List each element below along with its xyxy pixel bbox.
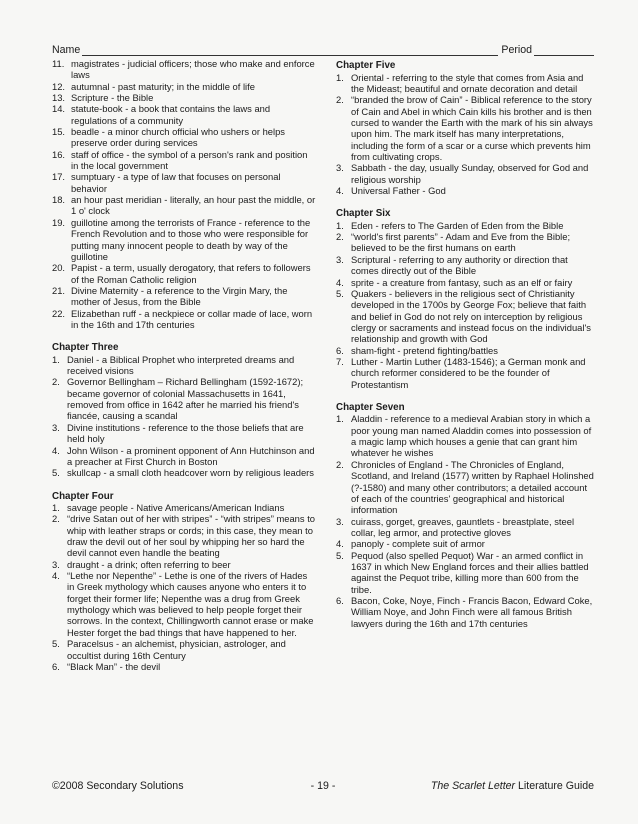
list-item [52, 58, 316, 81]
list-item [336, 345, 594, 356]
item-text: statute-book - a book that contains the laws and regulations of a community [71, 103, 271, 126]
item-number: 19. [52, 216, 66, 228]
list-item [336, 550, 594, 595]
list-item [52, 126, 316, 149]
item-text: guillotine among the terrorists of France - reference to the French Revolution and to those who were responsible for putting many innocent people to death by way of the guillotine [71, 216, 311, 262]
list-item [52, 513, 316, 558]
chapter-three-list [52, 354, 316, 479]
item-text: sprite - a creature from fantasy, such as an elf or fairy [351, 276, 573, 288]
chapter-six-list [336, 220, 594, 390]
item-text: “world's first parents” - Adam and Eve from the Bible; believed to be the first humans on earth [351, 231, 571, 254]
item-number: 3. [52, 558, 60, 570]
list-item [52, 445, 316, 468]
item-number: 1. [52, 502, 60, 514]
item-text: magistrates - judicial officers; those who make and enforce laws [71, 58, 315, 81]
item-text: sham-fight - pretend fighting/battles [351, 344, 498, 356]
item-number: 3. [336, 515, 344, 527]
chapter-five-heading: Chapter Five [336, 60, 396, 71]
item-number: 21. [52, 284, 66, 296]
item-text: “branded the brow of Cain” - Biblical reference to the story of Cain and Abel in which Cain kills his brother and is then cursed to wander the Earth with the mark of his sin always upon him. The mark itself has many interpretations, including the form of a scar or a curse which prevents him from cultivating crops. [351, 94, 593, 162]
item-text: Aladdin - reference to a medieval Arabian story in which a poor young man named Aladdin comes into possession of a magic lamp which houses a genie that can grant him whatever he wishes [351, 413, 592, 459]
item-number: 7. [336, 355, 344, 367]
item-number: 2. [52, 376, 60, 388]
item-number: 14. [52, 103, 66, 115]
list-item [52, 422, 316, 445]
list-item [336, 231, 594, 254]
list-item [52, 502, 316, 513]
item-number: 2. [336, 94, 344, 106]
item-number: 5. [52, 467, 60, 479]
list-item [336, 538, 594, 549]
item-text: draught - a drink; often referring to beer [67, 558, 231, 570]
item-text: Luther - Martin Luther (1483-1546); a German monk and church reformer considered to be the founder of Protestantism [351, 355, 586, 390]
chapter-four-list [52, 502, 316, 672]
copyright-text: ©2008 Secondary Solutions [52, 780, 184, 792]
list-item [52, 92, 316, 103]
item-text: Sabbath - the day, usually Sunday, observed for God and religious worship [351, 162, 589, 185]
chapter-three-heading: Chapter Three [52, 342, 119, 354]
item-number: 12. [52, 80, 66, 92]
item-number: 6. [336, 594, 344, 606]
item-text: Divine institutions - reference to the those beliefs that are held holy [67, 421, 304, 445]
right-column [336, 58, 594, 672]
name-blank-line [82, 45, 498, 56]
item-number: 2. [336, 231, 344, 243]
item-text: Elizabethan ruff - a neckpiece or collar made of lace, worn in the 16th and 17th centuries [71, 307, 313, 330]
item-number: 4. [336, 276, 344, 288]
item-text: Chronicles of England - The Chronicles of England, Scotland, and Ireland (1577) written by Raphael Holinshed (?-1580) and many other contributors; a detailed account of each of the countries' geographical and historical information [351, 458, 594, 516]
chapter-seven-list [336, 413, 594, 629]
list-item [52, 171, 316, 194]
item-text: Scripture - the Bible [71, 92, 154, 104]
item-text: Bacon, Coke, Noye, Finch - Francis Bacon, Edward Coke, William Noye, and John Finch were all famous British lawyers during the 16th and 17th centuries [351, 594, 593, 629]
item-text: John Wilson - a prominent opponent of Ann Hutchinson and a preacher at First Church in Boston [67, 444, 315, 467]
item-text: Governor Bellingham – Richard Bellingham (1592-1672); became governor of colonial Massachusetts in 1641, removed from office in 1642 after he married his friend's fiancée, causing a scandal [67, 376, 304, 422]
item-number: 3. [336, 253, 344, 265]
list-item [52, 467, 316, 478]
list-item [336, 459, 594, 516]
list-item [52, 559, 316, 570]
item-number: 16. [52, 148, 66, 160]
item-text: savage people - Native Americans/American Indians [67, 502, 285, 514]
item-text: skullcap - a small cloth headcover worn by religious leaders [67, 467, 314, 479]
item-number: 1. [52, 353, 60, 365]
list-item [52, 194, 316, 217]
list-item [336, 595, 594, 629]
page-header [52, 42, 594, 56]
chapter-four-heading: Chapter Four [52, 490, 114, 502]
item-number: 11. [52, 58, 65, 69]
item-number: 4. [52, 444, 60, 456]
period-label: Period [501, 44, 532, 56]
item-number: 1. [336, 71, 344, 83]
list-item [336, 220, 594, 231]
item-number: 5. [336, 287, 344, 299]
guide-label: Literature Guide [518, 780, 594, 792]
item-text: “drive Satan out of her with stripes” - “with stripes” means to whip with leather straps or cords; in this case, they mean to draw the devil out of her soul by whipping her so hard the devil cannot even handle the beating [67, 513, 316, 559]
left-column [52, 58, 316, 672]
list-item [52, 376, 316, 421]
item-text: sumptuary - a type of law that focuses on personal behavior [71, 171, 281, 194]
chapter-seven-heading: Chapter Seven [336, 401, 405, 413]
list-item [336, 516, 594, 539]
item-number: 15. [52, 126, 66, 138]
item-number: 13. [52, 92, 66, 104]
list-item [52, 354, 316, 377]
list-item [336, 277, 594, 288]
list-item [52, 661, 316, 672]
item-text: Scriptural - referring to any authority or direction that comes directly out of the Bible [351, 253, 568, 277]
book-title: The Scarlet Letter [430, 780, 516, 792]
item-number: 4. [52, 570, 60, 582]
list-item [52, 149, 316, 172]
item-text: “Lethe nor Nepenthe” - Lethe is one of the rivers of Hades in Greek mythology which causes anyone who enters it to forget their former life; Nepenthe was a drug from Greek mythology which was believed to help people forget their sorrows. In the context, Chillingworth cannot erase or make Hester forget the bad things that have happened to her. [67, 570, 314, 638]
list-item [52, 217, 316, 262]
item-text: Eden - refers to The Garden of Eden from the Bible [351, 219, 564, 231]
item-text: Universal Father - God [351, 184, 446, 196]
item-text: Quakers - believers in the religious sect of Christianity developed in the 1700s by George Fox; believe that faith and belief in God do not rely on interception by religious clergy or sacraments and instead focus on the individual's relationship and growth with God [351, 287, 591, 345]
item-number: 1. [336, 413, 344, 425]
list-item [52, 638, 316, 661]
item-text: an hour past meridian - literally, an hour past the middle, or 1 o' clock [71, 194, 316, 217]
item-number: 22. [52, 307, 66, 319]
list-item [336, 254, 594, 277]
item-text: “Black Man” - the devil [67, 660, 161, 672]
list-item [52, 570, 316, 638]
item-number: 2. [336, 458, 344, 470]
item-number: 6. [336, 344, 344, 356]
item-text: Divine Maternity - a reference to the Virgin Mary, the mother of Jesus, from the Bible [71, 284, 288, 308]
item-text: cuirass, gorget, greaves, gauntlets - breastplate, steel collar, leg armor, and protective gloves [351, 515, 575, 538]
item-number: 2. [52, 513, 60, 525]
page-number: - 19 - [310, 780, 336, 792]
list-item [336, 72, 594, 95]
list-item [52, 262, 316, 285]
list-item [336, 162, 594, 185]
period-blank-line [534, 45, 594, 56]
item-number: 18. [52, 194, 66, 206]
item-number: 20. [52, 262, 66, 274]
list-item [336, 288, 594, 345]
name-label: Name [52, 44, 81, 56]
item-number: 3. [52, 421, 60, 433]
list-item [52, 285, 316, 308]
item-text: beadle - a minor church official who ushers or helps preserve order during services [71, 126, 285, 149]
item-text: autumnal - past maturity; in the middle of life [71, 80, 255, 92]
list-item [336, 94, 594, 162]
item-text: Pequod (also spelled Pequot) War - an armed conflict in 1637 in which New England forces and their allies battled against the Pequot tribe, killing more than 600 from the tribe. [351, 549, 589, 595]
chapter-five-list [336, 72, 594, 197]
list-item [52, 308, 316, 331]
item-text: Paracelsus - an alchemist, physician, astrologer, and occultist during 16th Century [67, 638, 286, 661]
item-number: 3. [336, 162, 344, 174]
item-text: staff of office - the symbol of a person's rank and position in the local government [71, 148, 308, 172]
chapter-six-heading: Chapter Six [336, 208, 391, 220]
item-number: 6. [52, 660, 60, 672]
list-item [336, 356, 594, 390]
item-number: 5. [52, 638, 60, 650]
item-number: 1. [336, 219, 344, 231]
item-number: 5. [336, 549, 344, 561]
page-footer [52, 780, 594, 792]
item-text: Papist - a term, usually derogatory, that refers to followers of the Roman Catholic religion [71, 262, 311, 285]
vocab-list-continued [52, 58, 316, 330]
item-number: 4. [336, 184, 344, 196]
item-number: 4. [336, 538, 344, 550]
list-item [52, 81, 316, 92]
item-number: 17. [52, 171, 66, 183]
item-text: Oriental - referring to the style that comes from Asia and the Mideast; beautiful and ornate decoration and detail [351, 71, 584, 94]
item-text: Daniel - a Biblical Prophet who interpreted dreams and received visions [67, 353, 295, 377]
list-item [336, 185, 594, 196]
list-item [336, 413, 594, 458]
item-text: panoply - complete suit of armor [351, 538, 485, 550]
list-item [52, 103, 316, 126]
